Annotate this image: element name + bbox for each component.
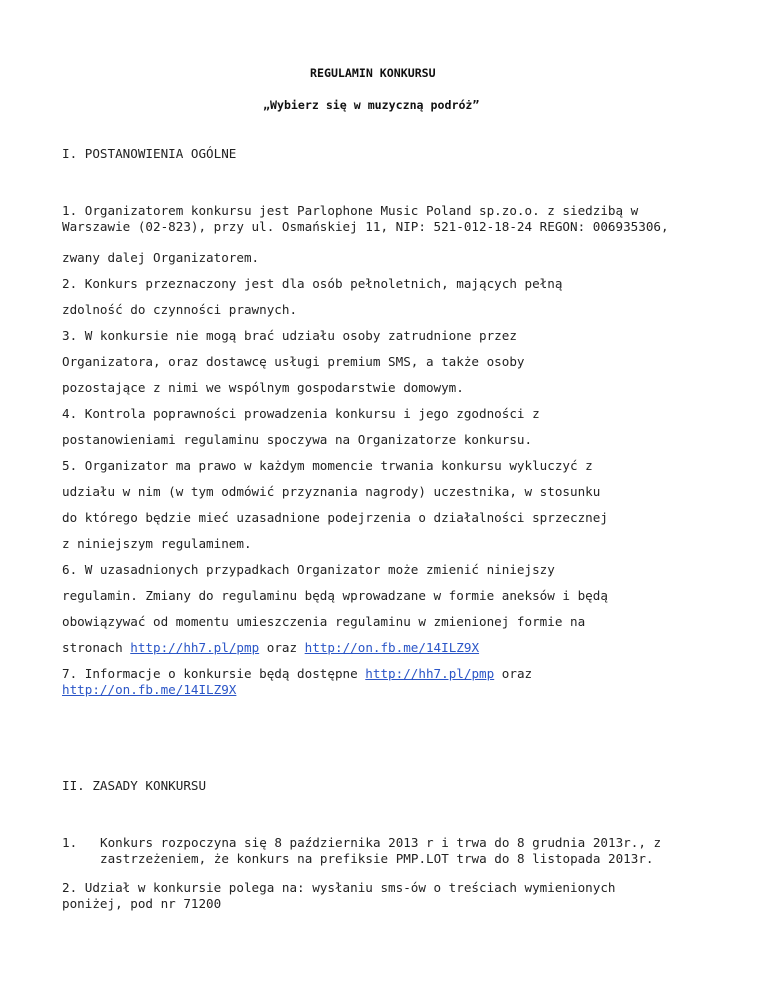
paragraph-line [62,640,479,656]
paragraph-line: 2. Konkurs przeznaczony jest dla osób pełnoletnich, mających pełną [62,276,563,291]
paragraph-line: 2. Udział w konkursie polega na: wysłaniu sms-ów o treściach wymienionych [62,880,616,895]
paragraph-line: 4. Kontrola poprawności prowadzenia konkursu i jego zgodności z [62,406,540,421]
paragraph-line: do którego będzie mieć uzasadnione podejrzenia o działalności sprzecznej [62,510,608,525]
paragraph-line: 1. Organizatorem konkursu jest Parlophone Music Poland sp.zo.o. z siedzibą w [62,203,639,218]
list-item-number: 1. [62,835,78,850]
paragraph-line: zwany dalej Organizatorem. [62,250,260,265]
paragraph-line: 6. W uzasadnionych przypadkach Organizator może zmienić niniejszy [62,562,555,577]
paragraph-line: udziału w nim (w tym odmówić przyznania nagrody) uczestnika, w stosunku [62,484,601,499]
pmp-link[interactable]: http://hh7.pl/pmp [130,640,260,655]
document-title: REGULAMIN KONKURSU [310,66,436,80]
section-heading-rules: II. ZASADY KONKURSU [62,778,207,793]
facebook-link[interactable]: http://on.fb.me/14ILZ9X [62,682,237,697]
paragraph-line: regulamin. Zmiany do regulaminu będą wprowadzane w formie aneksów i będą [62,588,608,603]
document-subtitle: „Wybierz się w muzyczną podróż” [263,98,480,112]
paragraph-line: 3. W konkursie nie mogą brać udziału osoby zatrudnione przez [62,328,517,343]
paragraph-text: oraz [494,666,533,681]
paragraph-text: stronach [62,640,131,655]
paragraph-line [62,666,532,682]
paragraph-line: 5. Organizator ma prawo w każdym momencie trwania konkursu wykluczyć z [62,458,593,473]
paragraph-line: zdolność do czynności prawnych. [62,302,298,317]
paragraph-line: Organizatora, oraz dostawcę usługi premium SMS, a także osoby [62,354,525,369]
pmp-link[interactable]: http://hh7.pl/pmp [365,666,495,681]
paragraph-line [62,682,236,698]
paragraph-line: obowiązywać od momentu umieszczenia regulaminu w zmienionej formie na [62,614,586,629]
paragraph-line: z niniejszym regulaminem. [62,536,252,551]
facebook-link[interactable]: http://on.fb.me/14ILZ9X [304,640,480,655]
paragraph-line: Warszawie (02-823), przy ul. Osmańskiej 11, NIP: 521-012-18-24 REGON: 006935306, [62,219,669,234]
section-heading-general: I. POSTANOWIENIA OGÓLNE [62,146,237,161]
paragraph-text: 7. Informacje o konkursie będą dostępne [62,666,366,681]
paragraph-line: zastrzeżeniem, że konkurs na prefiksie PMP.LOT trwa do 8 listopada 2013r. [100,851,654,866]
paragraph-line: postanowieniami regulaminu spoczywa na Organizatorze konkursu. [62,432,533,447]
paragraph-text: oraz [259,640,305,655]
paragraph-line: pozostające z nimi we wspólnym gospodarstwie domowym. [62,380,464,395]
paragraph-line: Konkurs rozpoczyna się 8 października 2013 r i trwa do 8 grudnia 2013r., z [100,835,662,850]
paragraph-line: poniżej, pod nr 71200 [62,896,222,911]
